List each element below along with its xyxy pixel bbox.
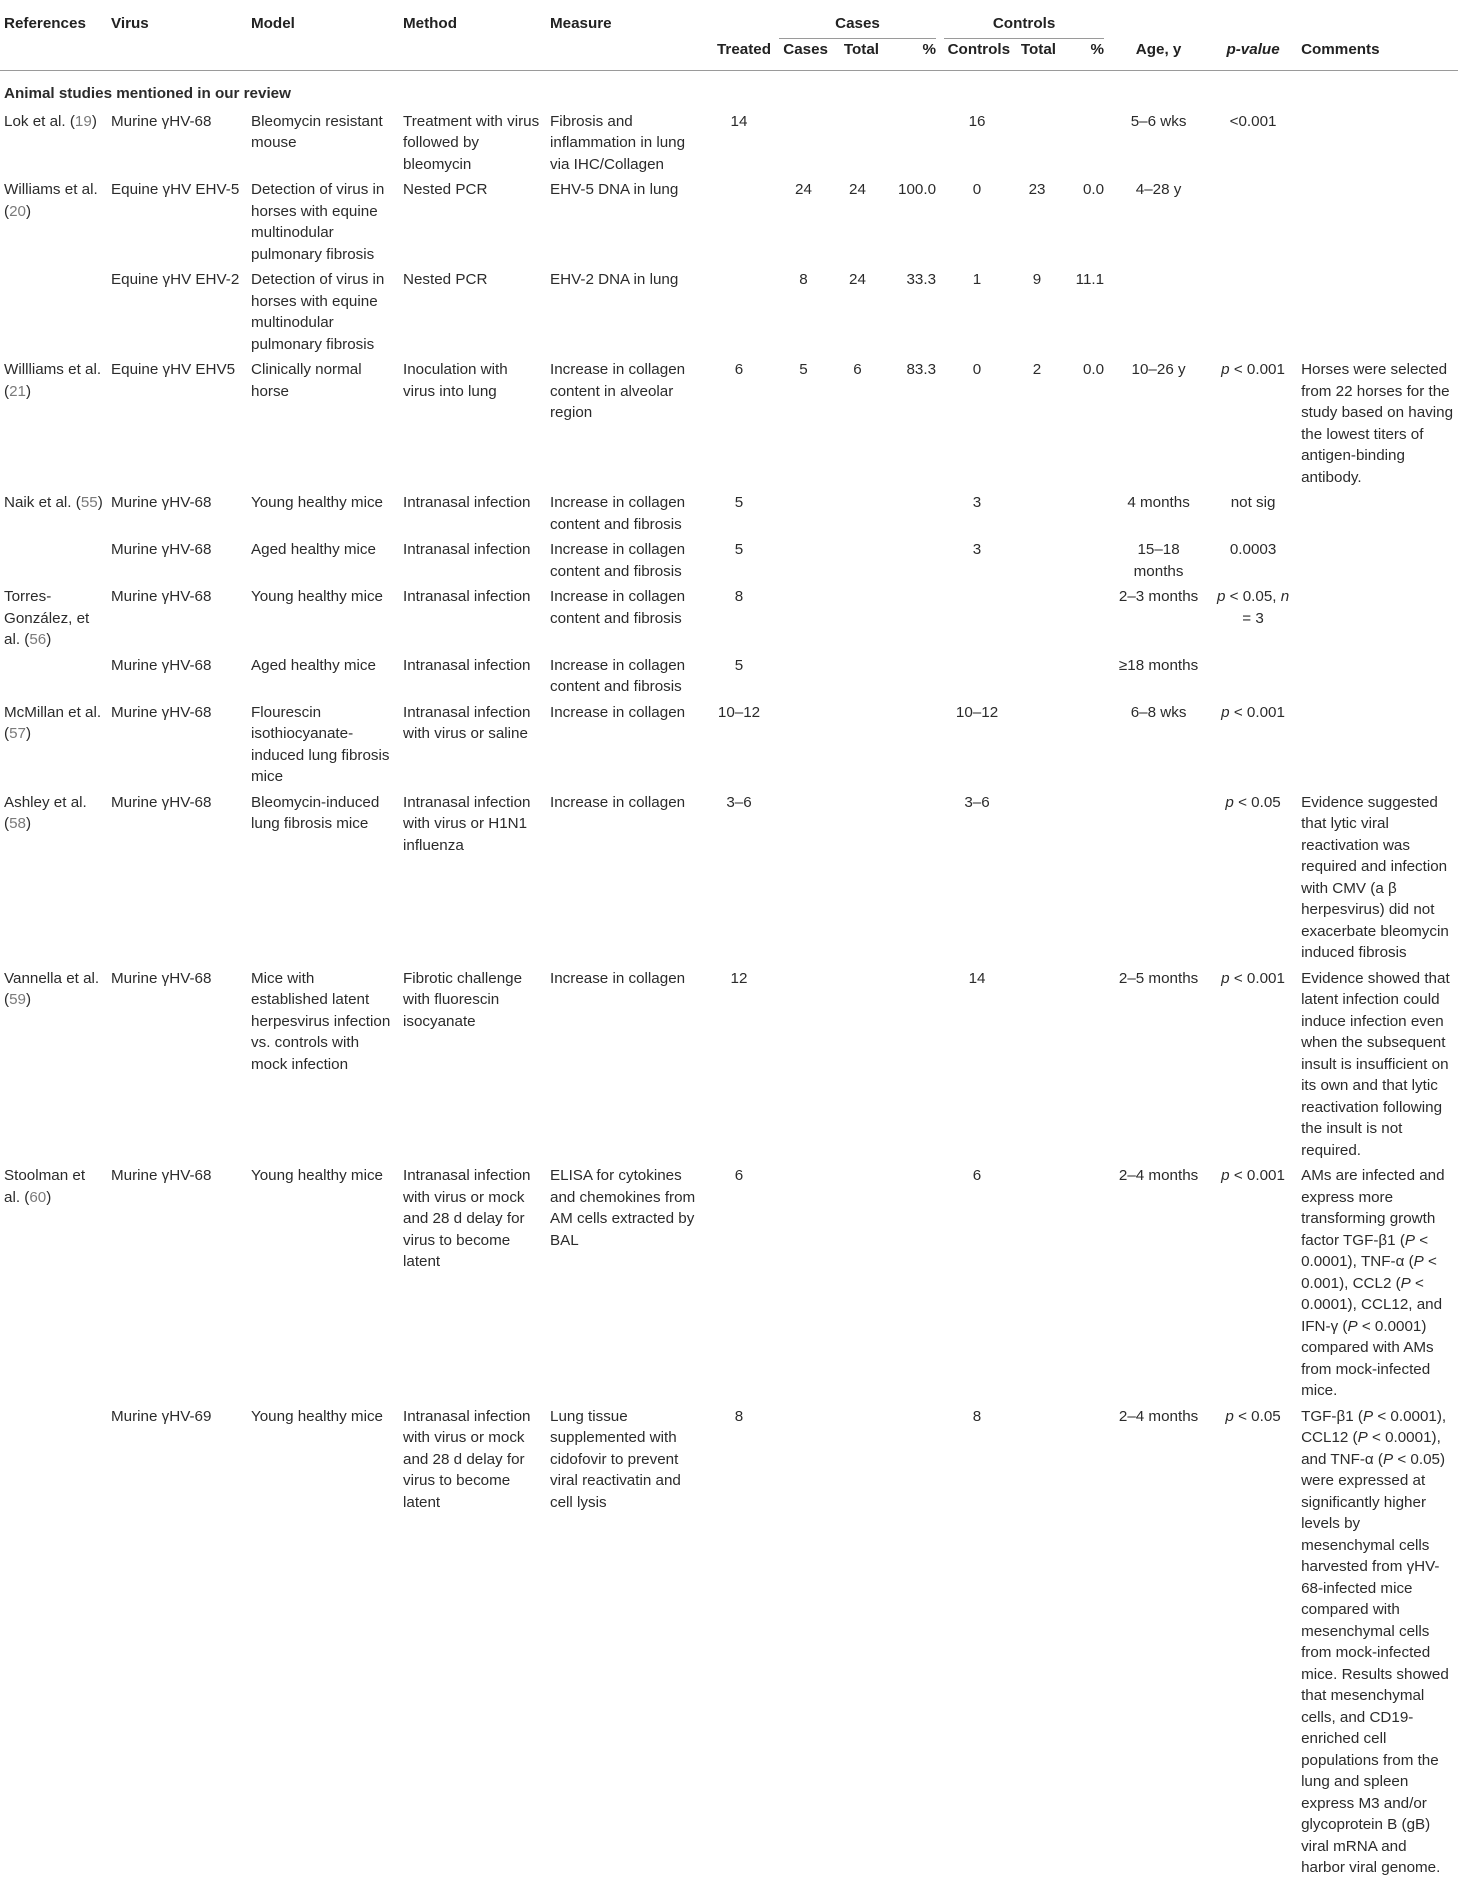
cell-model: Young healthy mice <box>251 1167 383 1184</box>
cell-measure: Lung tissue supplemented with cidofovir to prevent viral reactivatin and cell lysis <box>550 1407 681 1511</box>
cell-age: 4 months <box>1127 494 1190 511</box>
cell-method: Intranasal infection with virus or mock and 28 d delay for virus to become latent <box>403 1407 531 1511</box>
cell-treated: 5 <box>734 494 744 511</box>
cell-controls-total <box>1014 790 1060 966</box>
cell-controls-total <box>1014 1163 1060 1404</box>
cell-reference <box>0 1404 107 1881</box>
cell-cases: 24 <box>795 181 812 198</box>
table-row <box>0 357 1458 490</box>
cell-controls: 3 <box>972 494 982 511</box>
table-header <box>0 0 1458 71</box>
cell-controls: 3–6 <box>964 793 990 811</box>
cell-cases-total: 6 <box>853 361 862 378</box>
cell-pvalue: 0.0003 <box>1229 541 1277 558</box>
cell-model: Mice with established latent herpesvirus infection vs. controls with mock infection <box>251 969 391 1073</box>
col-method: Method <box>403 15 457 32</box>
cell-age: 2–3 months <box>1118 588 1199 605</box>
cell-reference: Williams et al. (20) <box>4 181 98 220</box>
cell-virus: Murine γHV-68 <box>111 112 212 130</box>
cell-virus: Murine γHV-68 <box>111 494 212 511</box>
cell-treated: 5 <box>734 656 744 674</box>
cell-age: 6–8 wks <box>1130 703 1187 721</box>
cell-pvalue: p < 0.05 <box>1225 793 1281 811</box>
cell-controls-pct <box>1060 109 1108 178</box>
cell-virus: Murine γHV-68 <box>111 703 212 721</box>
table-row <box>0 1404 1458 1881</box>
section-title: Animal studies mentioned in our review <box>4 85 291 102</box>
cell-pvalue: p < 0.05, n = 3 <box>1216 588 1290 627</box>
cell-cases <box>775 1404 832 1881</box>
cell-reference: Stoolman et al. (60) <box>4 1167 86 1206</box>
col-treated: Treated <box>703 39 775 71</box>
cell-measure: Increase in collagen content and fibrosis <box>550 541 686 580</box>
col-model: Model <box>251 15 295 32</box>
cell-virus: Murine γHV-68 <box>111 793 212 811</box>
cell-controls: 14 <box>968 969 986 987</box>
cell-cases-total <box>832 490 883 537</box>
cell-cases-pct: 83.3 <box>906 361 937 378</box>
reference-number[interactable]: 59 <box>9 991 26 1008</box>
col-references: References <box>4 15 86 32</box>
cell-controls <box>940 584 1014 653</box>
cell-method: Intranasal infection <box>403 541 531 558</box>
cell-comments: Evidence suggested that lytic viral reactivation was required and infection with CMV (a β herpesvirus) did not exacerbate bleomycin induced fibrosis <box>1301 793 1449 961</box>
cell-controls-pct: 11.1 <box>1075 271 1105 288</box>
table-row <box>0 177 1458 267</box>
header-row-1 <box>0 0 1458 39</box>
cell-age: 2–5 months <box>1118 969 1199 987</box>
cell-age: ≥18 months <box>1118 656 1199 674</box>
cell-controls-pct <box>1060 790 1108 966</box>
cell-cases: 5 <box>799 361 808 378</box>
cell-controls-total <box>1014 653 1060 700</box>
cell-reference <box>0 653 107 700</box>
cell-model: Detection of virus in horses with equine multinodular pulmonary fibrosis <box>251 181 385 263</box>
cell-virus: Murine γHV-68 <box>111 541 212 558</box>
cell-measure: Increase in collagen <box>550 969 686 987</box>
table-row <box>0 1163 1458 1404</box>
cell-cases-pct <box>883 109 940 178</box>
cell-comments: AMs are infected and express more transforming growth factor TGF-β1 (P < 0.0001), TNF-α (P < 0.001), CCL2 (P < 0.0001), CCL12, and IFN-γ (P < 0.0001) compared with AMs from mock-infected mice. <box>1301 1167 1445 1399</box>
reference-number[interactable]: 58 <box>9 815 26 832</box>
cell-controls-pct: 0.0 <box>1082 361 1105 378</box>
table-row <box>0 490 1458 537</box>
cell-cases-total <box>832 109 883 178</box>
cell-age: 5–6 wks <box>1130 112 1187 130</box>
cell-cases-pct <box>883 537 940 584</box>
cell-cases <box>775 790 832 966</box>
cell-treated: 3–6 <box>726 793 752 811</box>
cell-age <box>1108 790 1209 966</box>
cell-age: 10–26 y <box>1131 361 1186 378</box>
cell-controls: 3 <box>972 541 982 558</box>
cell-controls-pct <box>1060 1404 1108 1881</box>
cell-measure: Increase in collagen content and fibrosis <box>550 494 686 533</box>
cell-virus: Murine γHV-68 <box>111 1167 212 1184</box>
cell-cases <box>775 966 832 1164</box>
cell-virus: Murine γHV-68 <box>111 656 212 674</box>
cell-pvalue <box>1209 177 1297 267</box>
cell-treated: 6 <box>734 361 744 378</box>
cell-pvalue: p < 0.001 <box>1221 969 1285 987</box>
cell-cases-total <box>832 584 883 653</box>
cell-cases-total <box>832 653 883 700</box>
cell-reference: Vannella et al. (59) <box>4 969 100 1008</box>
table-row <box>0 700 1458 790</box>
cell-controls-total <box>1014 1404 1060 1881</box>
cell-reference <box>0 267 107 357</box>
table-row <box>0 267 1458 357</box>
cell-pvalue: p < 0.001 <box>1221 703 1285 721</box>
cell-controls-pct <box>1060 537 1108 584</box>
cell-comments <box>1297 490 1458 537</box>
cell-age: 15–18 months <box>1133 541 1184 580</box>
cell-virus: Murine γHV-68 <box>111 969 212 987</box>
cell-virus: Equine γHV EHV-5 <box>111 181 240 198</box>
cell-cases-pct <box>883 584 940 653</box>
cell-controls <box>940 653 1014 700</box>
cell-controls-pct <box>1060 653 1108 700</box>
cell-comments: Horses were selected from 22 horses for the study based on having the lowest titers of antigen-binding antibody. <box>1301 361 1454 486</box>
cell-controls: 1 <box>972 271 982 288</box>
cell-measure: Fibrosis and inflammation in lung via IHC/Collagen <box>550 112 686 173</box>
cell-method: Fibrotic challenge with fluorescin isocyanate <box>403 969 523 1030</box>
cell-treated: 12 <box>730 969 748 987</box>
cell-comments <box>1297 584 1458 653</box>
cell-age <box>1108 267 1209 357</box>
table-row <box>0 537 1458 584</box>
cell-method: Inoculation with virus into lung <box>403 361 508 400</box>
cell-cases-pct <box>883 700 940 790</box>
cell-treated: 5 <box>734 541 744 558</box>
cell-pvalue <box>1209 267 1297 357</box>
cell-measure: Increase in collagen content and fibrosis <box>550 588 686 627</box>
col-comments: Comments <box>1297 39 1458 71</box>
table-row <box>0 790 1458 966</box>
cell-treated <box>703 177 775 267</box>
cell-cases <box>775 1163 832 1404</box>
cell-controls: 0 <box>972 361 982 378</box>
cell-age: 2–4 months <box>1118 1167 1199 1184</box>
reference-number[interactable]: 56 <box>29 631 47 648</box>
cell-virus: Murine γHV-68 <box>111 588 212 605</box>
cell-cases-pct <box>883 1163 940 1404</box>
cell-cases-pct <box>883 653 940 700</box>
cell-cases <box>775 490 832 537</box>
cell-reference: Willliams et al. (21) <box>4 361 102 400</box>
table-row <box>0 584 1458 653</box>
cell-reference <box>0 537 107 584</box>
cell-model: Clinically normal horse <box>251 361 362 400</box>
col-cases: Cases <box>775 39 832 71</box>
cell-pvalue: p < 0.001 <box>1221 361 1285 378</box>
cell-controls-total <box>1014 584 1060 653</box>
cell-cases-pct <box>883 490 940 537</box>
col-controls-pct: % <box>1060 39 1108 71</box>
cell-model: Aged healthy mice <box>251 541 376 558</box>
cell-model: Bleomycin-induced lung fibrosis mice <box>251 793 380 832</box>
cell-comments <box>1297 109 1458 178</box>
cell-measure: Increase in collagen content and fibrosis <box>550 656 686 695</box>
cell-virus: Equine γHV EHV5 <box>111 361 236 378</box>
table-body <box>0 71 1458 1881</box>
cell-cases-pct <box>883 966 940 1164</box>
col-cases-total: Total <box>832 39 883 71</box>
cell-cases-pct <box>883 790 940 966</box>
cell-controls-total <box>1014 966 1060 1164</box>
cell-cases-pct <box>883 1404 940 1881</box>
cell-comments <box>1297 267 1458 357</box>
cell-cases <box>775 700 832 790</box>
cell-cases-pct: 100.0 <box>898 181 937 198</box>
reference-number[interactable]: 57 <box>9 725 26 742</box>
cell-treated: 8 <box>734 1407 744 1425</box>
cell-controls: 16 <box>968 112 986 130</box>
cell-method: Intranasal infection <box>403 494 531 511</box>
cell-controls-total: 23 <box>1028 181 1046 198</box>
cell-controls-pct: 0.0 <box>1082 181 1105 198</box>
cell-method: Intranasal infection <box>403 588 531 605</box>
cell-cases <box>775 653 832 700</box>
cell-measure: Increase in collagen <box>550 703 686 721</box>
table-row <box>0 109 1458 178</box>
group-controls: Controls <box>940 0 1108 39</box>
cell-pvalue <box>1209 653 1297 700</box>
cell-model: Detection of virus in horses with equine multinodular pulmonary fibrosis <box>251 271 385 353</box>
cell-controls: 8 <box>972 1407 982 1425</box>
cell-treated: 8 <box>734 588 744 605</box>
cell-controls-pct <box>1060 584 1108 653</box>
col-controls-total: Total <box>1014 39 1060 71</box>
cell-cases-total <box>832 537 883 584</box>
cell-cases-total <box>832 790 883 966</box>
cell-controls: 6 <box>972 1167 982 1184</box>
table-row <box>0 966 1458 1164</box>
cell-controls: 0 <box>972 181 982 198</box>
cell-treated: 10–12 <box>717 703 761 721</box>
cell-pvalue: <0.001 <box>1229 112 1277 130</box>
cell-measure: EHV-2 DNA in lung <box>550 271 679 288</box>
cell-model: Flourescin isothiocyanate-induced lung fibrosis mice <box>251 703 390 785</box>
cell-measure: EHV-5 DNA in lung <box>550 181 679 198</box>
cell-reference: Ashley et al. (58) <box>4 793 87 832</box>
cell-model: Young healthy mice <box>251 588 383 605</box>
cell-cases-total <box>832 1163 883 1404</box>
cell-reference: Torres-González, et al. (56) <box>4 588 90 648</box>
cell-virus: Murine γHV-69 <box>111 1407 212 1425</box>
cell-treated: 6 <box>734 1167 744 1184</box>
cell-measure: Increase in collagen content in alveolar region <box>550 361 686 421</box>
cell-model: Young healthy mice <box>251 494 383 511</box>
reference-number[interactable]: 21 <box>9 382 26 400</box>
cell-model: Bleomycin resistant mouse <box>251 112 383 151</box>
cell-pvalue: p < 0.001 <box>1221 1167 1285 1184</box>
reference-number[interactable]: 19 <box>74 112 92 130</box>
cell-controls-pct <box>1060 700 1108 790</box>
cell-method: Intranasal infection <box>403 656 531 674</box>
cell-comments <box>1297 653 1458 700</box>
cell-cases <box>775 537 832 584</box>
cell-method: Nested PCR <box>403 181 488 198</box>
cell-controls-total: 2 <box>1032 361 1042 378</box>
cell-cases-total <box>832 1404 883 1881</box>
cell-controls-total <box>1014 700 1060 790</box>
cell-treated <box>703 267 775 357</box>
cell-reference: Lok et al. (19) <box>4 112 97 130</box>
cell-age: 4–28 y <box>1135 181 1182 198</box>
cell-method: Nested PCR <box>403 271 488 288</box>
cell-method: Intranasal infection with virus or saline <box>403 703 531 742</box>
cell-controls-pct <box>1060 1163 1108 1404</box>
cell-controls-pct <box>1060 490 1108 537</box>
cell-controls-total <box>1014 537 1060 584</box>
cell-cases <box>775 584 832 653</box>
cell-treated: 14 <box>730 112 748 130</box>
cell-pvalue: p < 0.05 <box>1225 1407 1281 1425</box>
cell-cases <box>775 109 832 178</box>
cell-comments: Evidence showed that latent infection could induce infection even when the subsequent insult is insufficient on its own and that lytic reactivation following the insult is not required. <box>1301 969 1450 1159</box>
cell-comments <box>1297 537 1458 584</box>
cell-cases-total <box>832 700 883 790</box>
cell-method: Treatment with virus followed by bleomycin <box>403 112 540 173</box>
cell-cases: 8 <box>799 271 808 288</box>
cell-model: Aged healthy mice <box>251 656 376 674</box>
col-controls: Controls <box>940 39 1014 71</box>
cell-age: 2–4 months <box>1118 1407 1199 1425</box>
header-row-2 <box>0 39 1458 71</box>
cell-reference: Naik et al. (55) <box>4 494 103 511</box>
cell-controls-total: 9 <box>1032 271 1042 288</box>
cell-method: Intranasal infection with virus or H1N1 influenza <box>403 793 531 854</box>
reference-number[interactable]: 20 <box>9 202 26 220</box>
col-measure: Measure <box>550 15 612 32</box>
col-cases-pct: % <box>883 39 940 71</box>
reference-number[interactable]: 60 <box>29 1188 47 1206</box>
section-row <box>0 71 1458 109</box>
cell-controls-pct <box>1060 966 1108 1164</box>
cell-model: Young healthy mice <box>251 1407 383 1425</box>
cell-controls: 10–12 <box>955 703 999 721</box>
cell-comments <box>1297 177 1458 267</box>
cell-cases-total <box>832 966 883 1164</box>
group-cases: Cases <box>775 0 940 39</box>
cell-measure: ELISA for cytokines and chemokines from AM cells extracted by BAL <box>550 1167 696 1249</box>
col-pvalue: p-value <box>1209 39 1297 71</box>
cell-virus: Equine γHV EHV-2 <box>111 271 240 288</box>
col-virus: Virus <box>111 15 149 32</box>
col-age: Age, y <box>1108 39 1209 71</box>
cell-cases-total: 24 <box>849 181 866 198</box>
cell-comments: TGF-β1 (P < 0.0001), CCL12 (P < 0.0001), and TNF-α (P < 0.05) were expressed at significantly higher levels by mesenchymal cells harvested from γHV-68-infected mice compared with mesenchymal cells from mock-infected mice. Results showed that mesenchymal cells, and CD19-enriched cell populations from the lung and spleen express M3 and/or glycoprotein B (gB) viral mRNA and harbor viral genome. <box>1301 1407 1449 1876</box>
cell-cases-pct: 33.3 <box>906 271 937 288</box>
table-row <box>0 653 1458 700</box>
cell-controls-total <box>1014 490 1060 537</box>
cell-controls-total <box>1014 109 1060 178</box>
cell-pvalue: not sig <box>1230 494 1276 511</box>
cell-comments <box>1297 700 1458 790</box>
cell-reference: McMillan et al. (57) <box>4 703 102 742</box>
cell-cases-total: 24 <box>849 271 866 288</box>
cell-method: Intranasal infection with virus or mock and 28 d delay for virus to become latent <box>403 1167 531 1270</box>
reference-number[interactable]: 55 <box>80 494 98 511</box>
cell-measure: Increase in collagen <box>550 793 686 811</box>
